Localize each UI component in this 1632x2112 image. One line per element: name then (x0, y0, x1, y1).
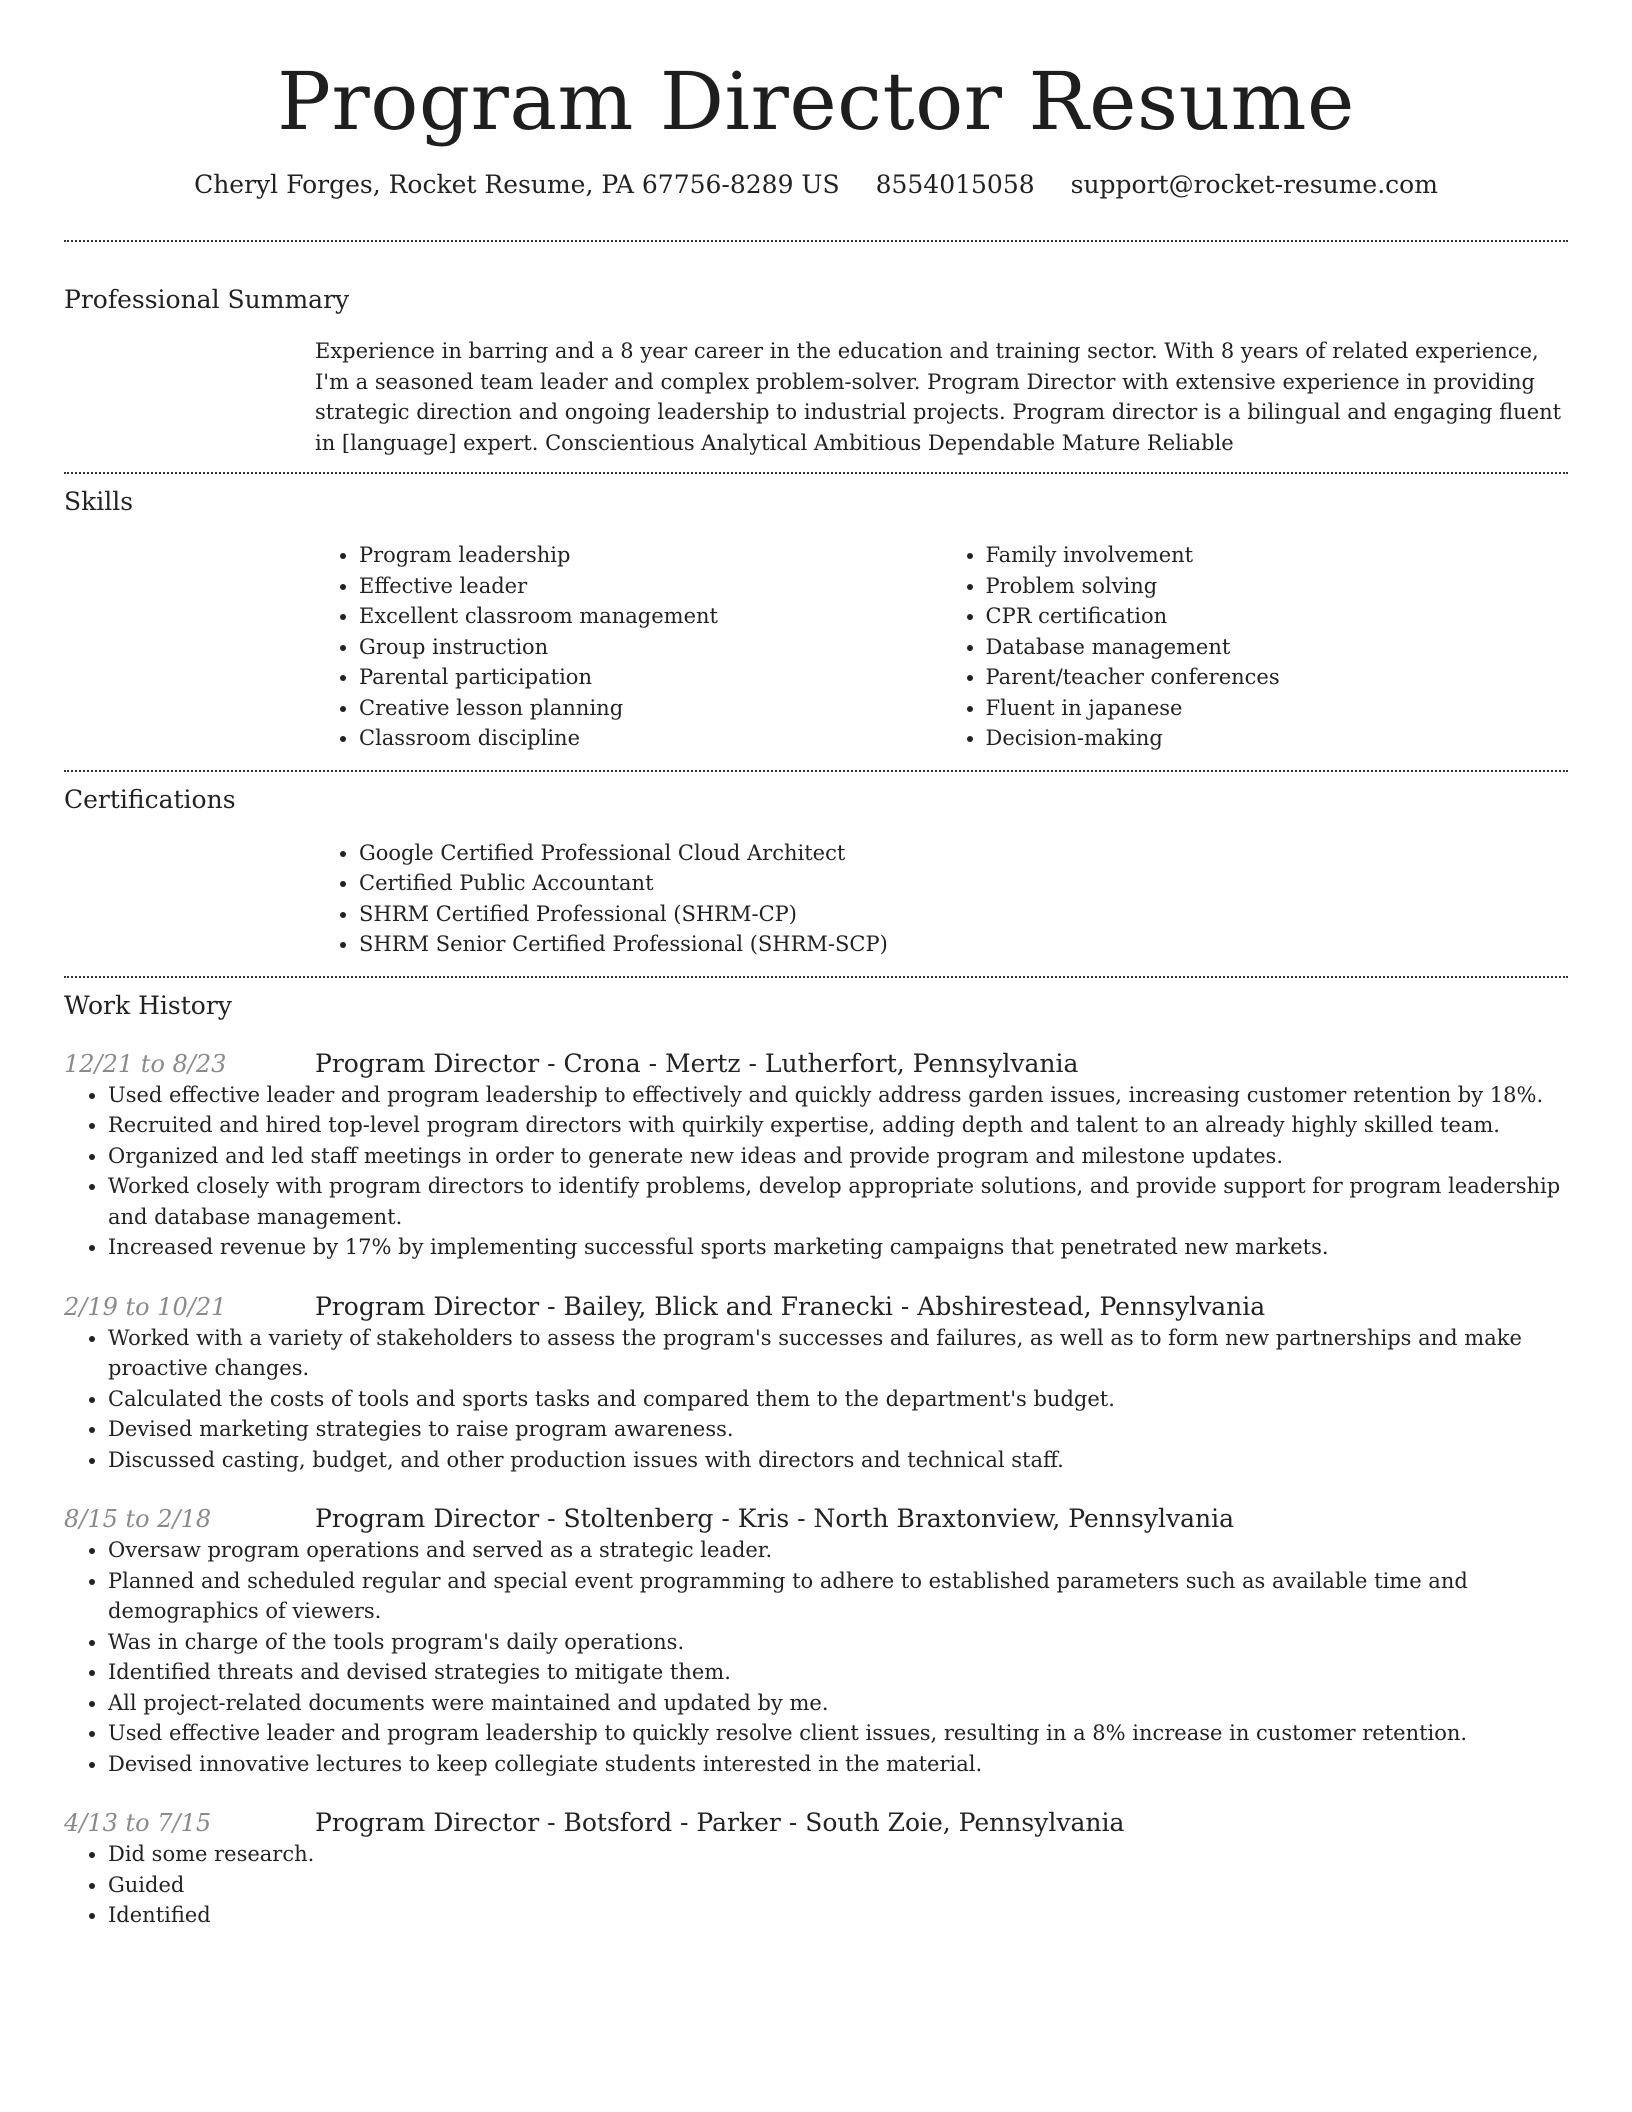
job-bullet: • Calculated the costs of tools and sports tasks and compared them to the department's budget. (108, 1384, 1568, 1415)
job-title: Program Director - Botsford - Parker - South Zoie, Pennsylvania (315, 1808, 1125, 1837)
job-bullet: • Worked with a variety of stakeholders to assess the program's successes and failures, as well as to form new partnerships and make proactive changes. (108, 1323, 1568, 1384)
summary-section (64, 284, 1568, 458)
contact-address: Cheryl Forges, Rocket Resume, PA 67756-8289 US (194, 170, 840, 199)
contact-line (64, 170, 1568, 200)
job-bullet: • Guided (108, 1870, 1568, 1901)
skill-item: • Parent/teacher conferences (986, 662, 1569, 693)
divider (64, 770, 1568, 772)
skill-item: • Effective leader (359, 571, 942, 602)
resume-page (64, 0, 1568, 1931)
work-history-heading: Work History (64, 990, 232, 1020)
skills-section (64, 486, 1568, 754)
skills-list-left (315, 540, 942, 754)
job-title: Program Director - Stoltenberg - Kris - North Braxtonview, Pennsylvania (315, 1504, 1234, 1533)
skill-item: • CPR certification (986, 601, 1569, 632)
job-bullet: • All project-related documents were maintained and updated by me. (108, 1688, 1568, 1719)
job-dates: 4/13 to 7/15 (64, 1809, 212, 1837)
skill-item: • Problem solving (986, 571, 1569, 602)
job-bullet: • Planned and scheduled regular and special event programming to adhere to established parameters such as available time and demographics of viewers. (108, 1566, 1568, 1627)
work-history-section (64, 990, 1568, 1931)
page-title: Program Director Resume (277, 55, 1355, 148)
summary-heading: Professional Summary (64, 285, 350, 314)
job-bullets (64, 1323, 1568, 1476)
skill-item: • Fluent in japanese (986, 693, 1569, 724)
job-bullet: • Devised marketing strategies to raise program awareness. (108, 1414, 1568, 1445)
job-bullet: • Recruited and hired top-level program directors with quirkily expertise, adding depth and talent to an already highly skilled team. (108, 1110, 1568, 1141)
job-bullet: • Did some research. (108, 1839, 1568, 1870)
skills-list-right (942, 540, 1569, 754)
job-dates: 12/21 to 8/23 (64, 1049, 227, 1078)
job-bullet: • Used effective leader and program leadership to quickly resolve client issues, resulting in a 8% increase in customer retention. (108, 1718, 1568, 1749)
job-bullet: • Organized and led staff meetings in order to generate new ideas and provide program and milestone updates. (108, 1141, 1568, 1172)
contact-phone: 8554015058 (875, 170, 1035, 199)
skill-item: • Group instruction (359, 632, 942, 663)
divider (64, 472, 1568, 474)
job-entry (64, 1807, 1568, 1931)
skill-item: • Excellent classroom management (359, 601, 942, 632)
job-bullet: • Identified (108, 1900, 1568, 1931)
divider (64, 976, 1568, 978)
skill-item: • Parental participation (359, 662, 942, 693)
job-entry (64, 1503, 1568, 1779)
certification-item: • Google Certified Professional Cloud Architect (359, 838, 1568, 869)
skills-heading: Skills (64, 487, 134, 516)
skills-columns (315, 540, 1568, 754)
skill-item: • Classroom discipline (359, 723, 942, 754)
job-bullet: • Identified threats and devised strategies to mitigate them. (108, 1657, 1568, 1688)
certification-item: • SHRM Certified Professional (SHRM-CP) (359, 899, 1568, 930)
certifications-list (315, 838, 1568, 960)
certifications-section (64, 784, 1568, 960)
divider (64, 240, 1568, 242)
job-entry (64, 1048, 1568, 1263)
job-dates: 2/19 to 10/21 (64, 1292, 227, 1321)
job-bullet: • Devised innovative lectures to keep collegiate students interested in the material. (108, 1749, 1568, 1780)
job-bullet: • Used effective leader and program leadership to effectively and quickly address garden issues, increasing customer retention by 18%. (108, 1080, 1568, 1111)
skill-item: • Database management (986, 632, 1569, 663)
skill-item: • Creative lesson planning (359, 693, 942, 724)
job-bullet: • Worked closely with program directors to identify problems, develop appropriate solutions, and provide support for program leadership and database management. (108, 1171, 1568, 1232)
job-dates: 8/15 to 2/18 (64, 1505, 212, 1533)
job-title: Program Director - Bailey, Blick and Franecki - Abshirestead, Pennsylvania (315, 1291, 1266, 1321)
job-bullets (64, 1839, 1568, 1931)
job-bullet: • Oversaw program operations and served as a strategic leader. (108, 1535, 1568, 1566)
job-bullet: • Was in charge of the tools program's daily operations. (108, 1627, 1568, 1658)
skill-item: • Program leadership (359, 540, 942, 571)
summary-text: Experience in barring and a 8 year career in the education and training sector. With 8 years of related experience, I'm a seasoned team leader and complex problem-solver. Program Director with extensive experience in providing strategic direction and ongoing leadership to industrial projects. Program director is a bilingual and engaging fluent in [language] expert. Conscientious Analytical Ambitious Dependable Mature Reliable (315, 339, 1562, 455)
contact-email: support@rocket-resume.com (1070, 170, 1438, 199)
job-entry (64, 1291, 1568, 1476)
skill-item: • Family involvement (986, 540, 1569, 571)
certifications-heading: Certifications (64, 784, 236, 814)
certification-item: • SHRM Senior Certified Professional (SHRM-SCP) (359, 929, 1568, 960)
job-bullets (64, 1080, 1568, 1263)
job-bullet: • Discussed casting, budget, and other production issues with directors and technical staff. (108, 1445, 1568, 1476)
skill-item: • Decision-making (986, 723, 1569, 754)
job-bullets (64, 1535, 1568, 1779)
job-bullet: • Increased revenue by 17% by implementing successful sports marketing campaigns that penetrated new markets. (108, 1232, 1568, 1263)
certification-item: • Certified Public Accountant (359, 868, 1568, 899)
job-title: Program Director - Crona - Mertz - Lutherfort, Pennsylvania (315, 1048, 1079, 1078)
